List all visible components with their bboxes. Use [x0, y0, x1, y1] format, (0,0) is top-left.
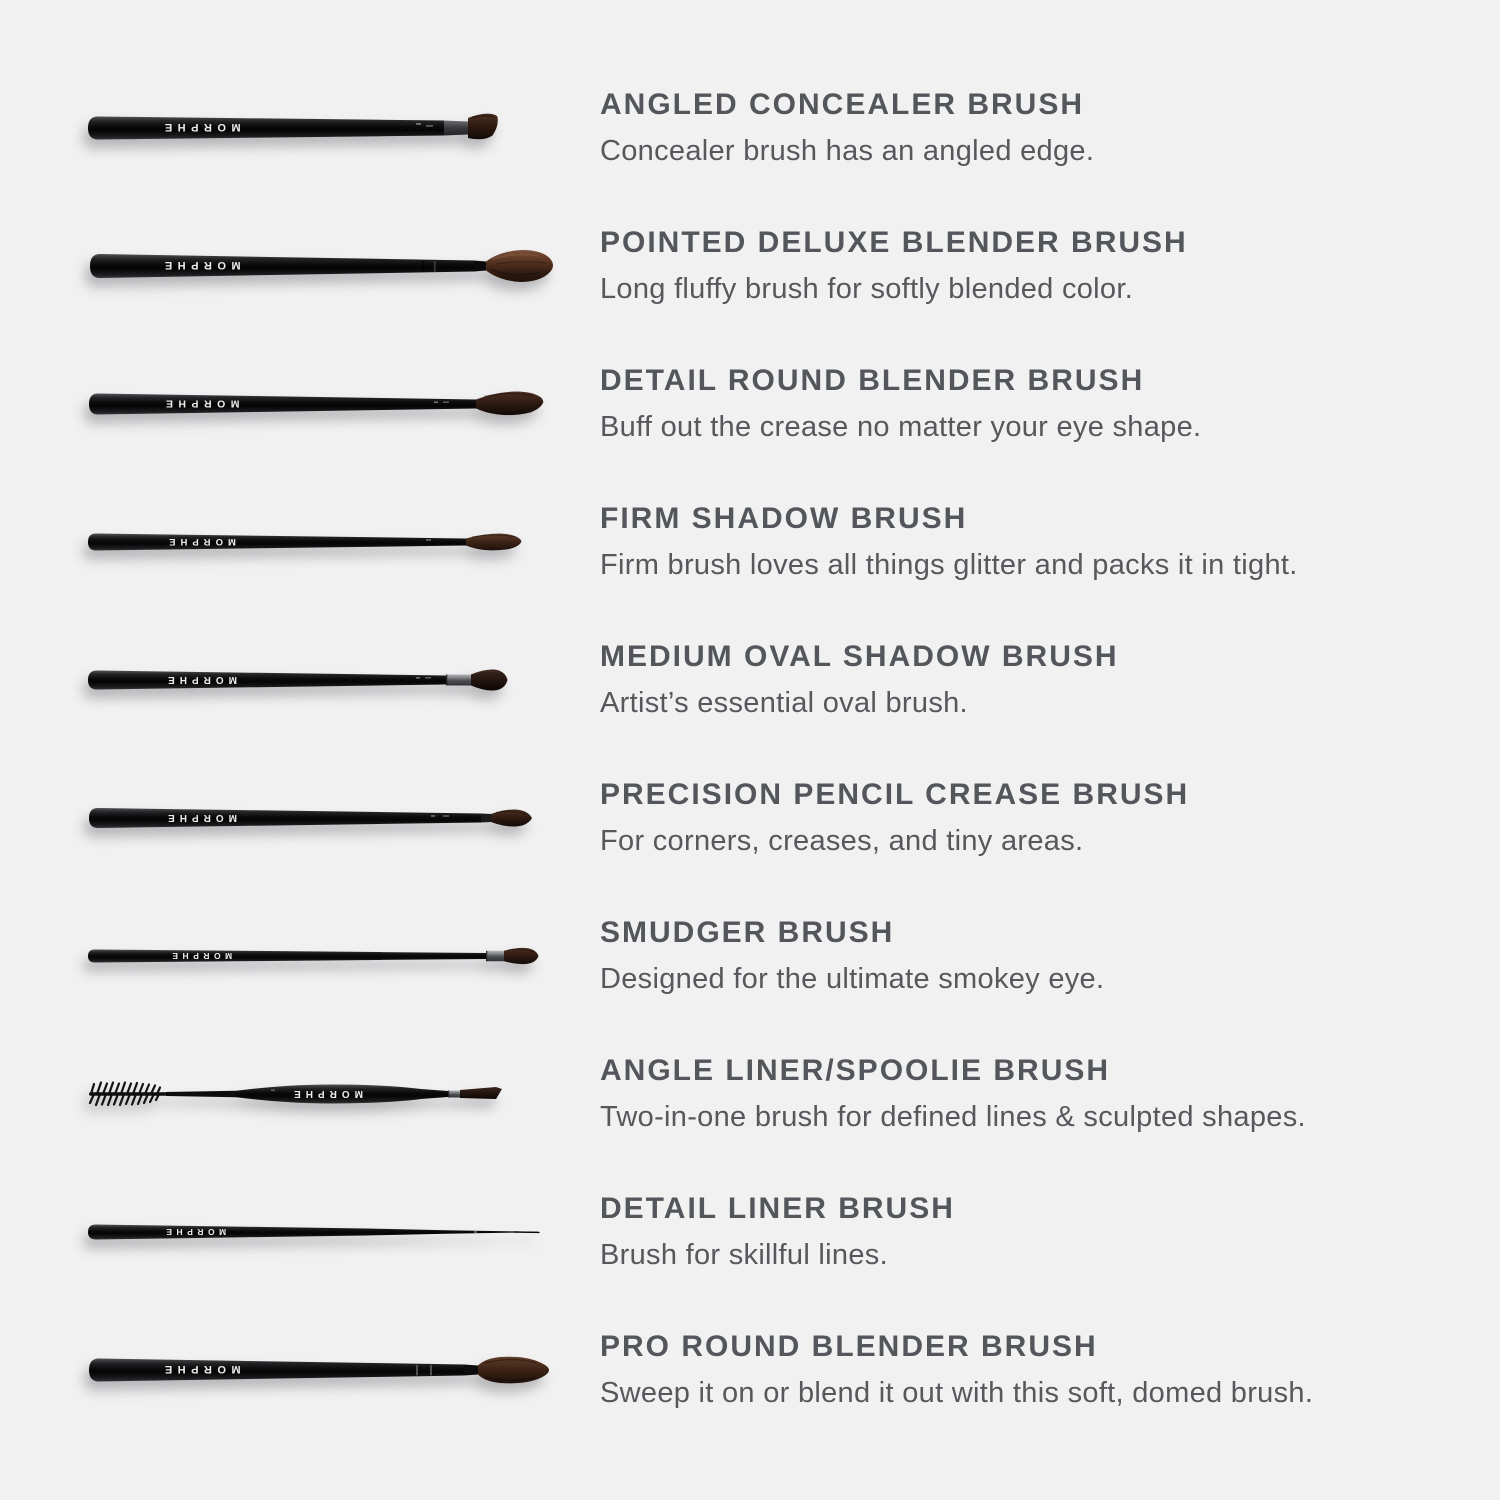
brush-description: Artist’s essential oval brush. [600, 686, 968, 719]
brush-row-precision-pencil-crease [0, 749, 1500, 887]
brush-description: Concealer brush has an angled edge. [600, 134, 1095, 167]
brand-label: MORPHE [159, 121, 241, 134]
brush-photo-pro-round-blender [0, 1342, 600, 1398]
brush-name: MEDIUM OVAL SHADOW BRUSH [600, 639, 1119, 673]
brand-label: MORPHE [160, 397, 240, 410]
brush-description: Long fluffy brush for softly blended color. [600, 272, 1134, 305]
brush-photo-smudger [0, 928, 600, 984]
brush-description: Two-in-one brush for defined lines & sculpted shapes. [600, 1100, 1306, 1133]
brush-row-medium-oval-shadow [0, 611, 1500, 749]
brush-name: ANGLE LINER/SPOOLIE BRUSH [600, 1053, 1111, 1087]
brush-photo-detail-round-blender [0, 376, 600, 432]
brush-description: Firm brush loves all things glitter and packs it in tight. [600, 548, 1298, 581]
brand-label: MORPHE [163, 811, 237, 823]
brush-text-block [600, 502, 1500, 583]
brand-label: MORPHE [161, 1227, 227, 1238]
brush-photo-detail-liner [0, 1204, 600, 1260]
brand-label: MORPHE [159, 259, 241, 272]
brush-description: Designed for the ultimate smokey eye. [600, 962, 1105, 995]
brush-name: POINTED DELUXE BLENDER BRUSH [600, 225, 1188, 259]
brush-row-pro-round-blender [0, 1301, 1500, 1439]
brush-text-block [600, 640, 1500, 721]
brush-row-angled-concealer [0, 59, 1500, 197]
brush-photo-firm-shadow [0, 514, 600, 570]
brush-text-block [600, 364, 1500, 445]
brush-description: Sweep it on or blend it out with this soft, domed brush. [600, 1376, 1314, 1409]
brush-row-smudger [0, 887, 1500, 1025]
brush-name: ANGLED CONCEALER BRUSH [600, 87, 1085, 121]
brush-photo-angle-liner-spoolie [0, 1066, 600, 1122]
brush-name: DETAIL LINER BRUSH [600, 1191, 955, 1225]
brush-text-block [600, 778, 1500, 859]
brush-description: Buff out the crease no matter your eye shape. [600, 410, 1202, 443]
brush-text-block [600, 1054, 1500, 1135]
brand-label: MORPHE [159, 1363, 241, 1376]
detail-liner-brush-image [86, 1204, 556, 1260]
brush-text-block [600, 1330, 1500, 1411]
brush-text-block [600, 88, 1500, 169]
brush-photo-pointed-deluxe-blender [0, 238, 600, 294]
brush-photo-angled-concealer [0, 100, 600, 156]
brush-name: DETAIL ROUND BLENDER BRUSH [600, 363, 1145, 397]
brand-label: MORPHE [164, 536, 236, 547]
brand-label: MORPHE [167, 951, 233, 962]
firm-shadow-brush-image [86, 514, 556, 570]
brush-name: FIRM SHADOW BRUSH [600, 501, 968, 535]
brush-text-block [600, 226, 1500, 307]
smudger-brush-image [86, 928, 556, 984]
brush-photo-medium-oval-shadow [0, 652, 600, 708]
pro-round-blender-brush-image [86, 1342, 556, 1398]
brush-description: Brush for skillful lines. [600, 1238, 888, 1271]
brush-name: PRO ROUND BLENDER BRUSH [600, 1329, 1098, 1363]
angle-liner-spoolie-brush-image [86, 1066, 556, 1122]
brush-name: SMUDGER BRUSH [600, 915, 895, 949]
brush-text-block [600, 1192, 1500, 1273]
brush-row-detail-round-blender [0, 335, 1500, 473]
brush-row-firm-shadow [0, 473, 1500, 611]
brush-name: PRECISION PENCIL CREASE BRUSH [600, 777, 1190, 811]
pointed-deluxe-blender-brush-image [86, 238, 556, 294]
brush-row-detail-liner [0, 1163, 1500, 1301]
angled-concealer-brush-image [86, 100, 556, 156]
brand-label: MORPHE [163, 673, 237, 685]
brush-text-block [600, 916, 1500, 997]
brush-row-angle-liner-spoolie [0, 1025, 1500, 1163]
brush-row-pointed-deluxe-blender [0, 197, 1500, 335]
precision-pencil-crease-brush-image [86, 790, 556, 846]
detail-round-blender-brush-image [86, 376, 556, 432]
brush-photo-precision-pencil-crease [0, 790, 600, 846]
medium-oval-shadow-brush-image [86, 652, 556, 708]
brush-description: For corners, creases, and tiny areas. [600, 824, 1084, 857]
brand-label: MORPHE [289, 1087, 363, 1099]
